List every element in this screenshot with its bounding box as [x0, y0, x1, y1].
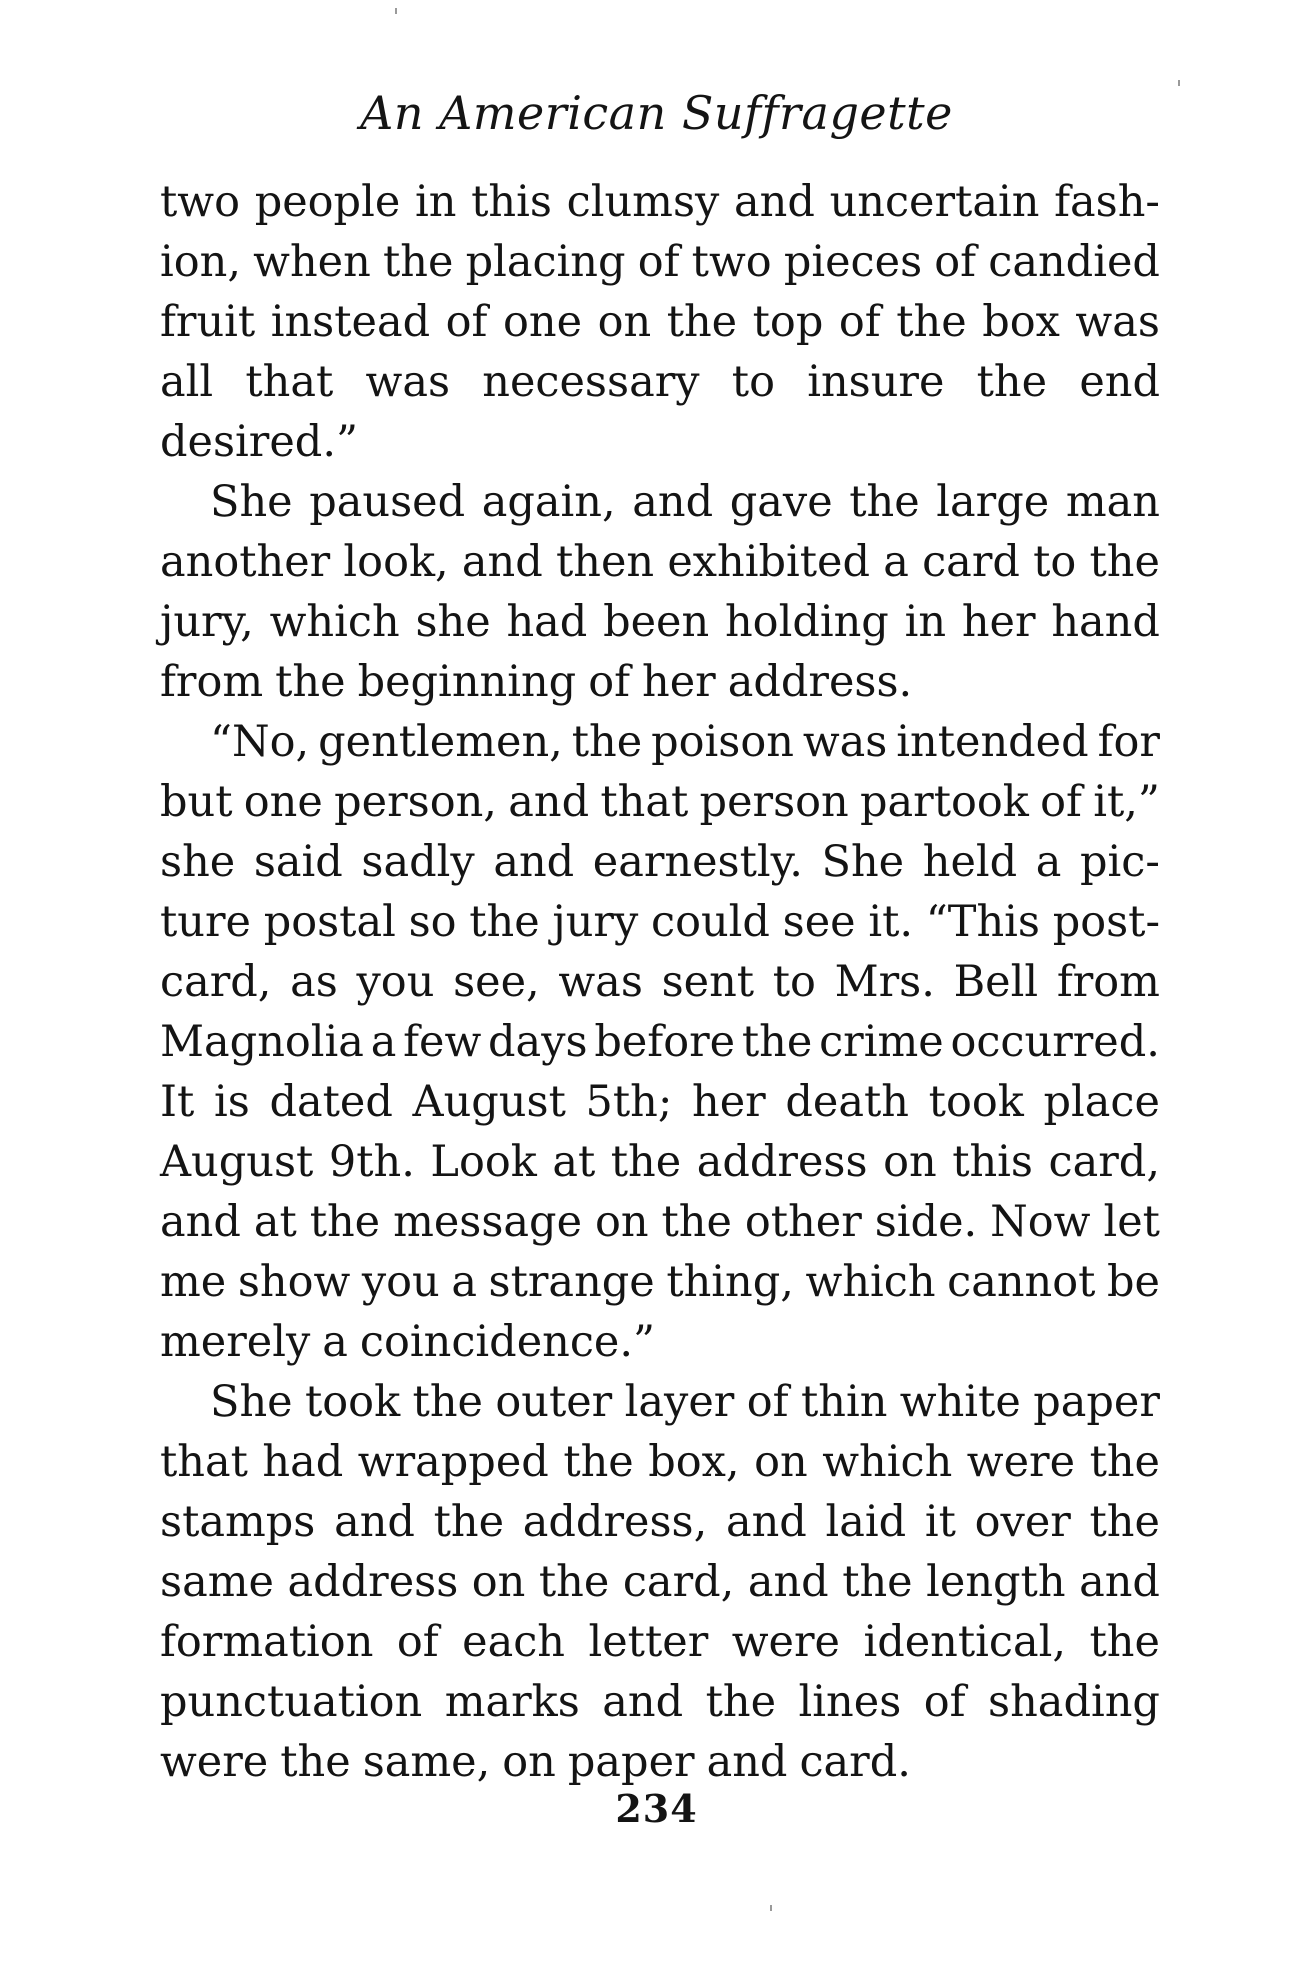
word: same — [160, 1557, 274, 1607]
text-line — [160, 1492, 1160, 1552]
word: address — [696, 1137, 868, 1187]
text-line — [160, 532, 1160, 592]
text-line — [160, 1312, 1160, 1372]
word: intended — [896, 717, 1089, 767]
word: address, — [522, 1497, 708, 1547]
text-line — [160, 1252, 1160, 1312]
word: thing, — [666, 1257, 794, 1307]
word: on — [597, 297, 652, 347]
word: fruit — [160, 297, 256, 347]
word: the — [1089, 1617, 1160, 1667]
word: was — [558, 957, 643, 1007]
word: of — [838, 297, 881, 347]
word: the — [849, 477, 920, 527]
word: pic- — [1080, 837, 1160, 887]
word: desired.” — [160, 417, 358, 467]
word: box — [982, 297, 1060, 347]
word: sent — [661, 957, 755, 1007]
word: the — [469, 897, 540, 947]
body-text — [160, 172, 1160, 1792]
scan-speck — [395, 8, 397, 14]
word: of — [637, 237, 680, 287]
word: 9th. — [328, 1137, 415, 1187]
word: stamps — [160, 1497, 316, 1547]
word: which — [822, 1437, 953, 1487]
word: the — [563, 1437, 634, 1487]
word: on — [471, 1557, 526, 1607]
word: you — [361, 1257, 440, 1307]
word: as — [290, 957, 338, 1007]
word: it — [924, 1497, 956, 1547]
word: strange — [488, 1257, 655, 1307]
word: outer — [495, 1377, 613, 1427]
word: layer — [624, 1377, 735, 1427]
word: a — [451, 1257, 477, 1307]
word: that — [245, 357, 334, 407]
word: before — [594, 1017, 736, 1067]
word: candied — [988, 237, 1160, 287]
word: had — [262, 1437, 344, 1487]
word: on — [883, 1137, 937, 1187]
word: laid — [825, 1497, 907, 1547]
word: another — [160, 537, 331, 587]
word: each — [462, 1617, 566, 1667]
word: Look — [430, 1137, 537, 1187]
word: paused — [309, 477, 466, 527]
word: Magnolia — [160, 1017, 364, 1067]
word: gave — [729, 477, 833, 527]
word: dated — [269, 1077, 393, 1127]
word: crime — [819, 1017, 944, 1067]
word: paper — [1033, 1377, 1160, 1427]
word: other — [744, 1197, 862, 1247]
word: me — [160, 1257, 227, 1307]
text-line — [160, 1732, 1160, 1792]
word: this — [952, 1137, 1033, 1187]
word: Bell — [953, 957, 1039, 1007]
word: necessary — [482, 357, 700, 407]
word: and — [508, 777, 590, 827]
word: side. — [874, 1197, 978, 1247]
word: death — [785, 1077, 909, 1127]
word: from — [1056, 957, 1160, 1007]
text-line — [160, 352, 1160, 412]
word: sadly — [361, 837, 475, 887]
word: let — [1103, 1197, 1160, 1247]
word: August — [160, 1137, 314, 1187]
word: her — [642, 657, 716, 707]
word: when — [253, 237, 371, 287]
word: and — [706, 1737, 788, 1787]
word: same, — [362, 1737, 491, 1787]
word: white — [899, 1377, 1021, 1427]
word: cannot — [947, 1257, 1096, 1307]
word: beginning — [357, 657, 577, 707]
word: the — [275, 657, 346, 707]
word: her — [692, 1077, 766, 1127]
word: on — [594, 1197, 649, 1247]
word: person, — [334, 777, 497, 827]
word: card, — [1048, 1137, 1160, 1187]
word: and — [160, 1197, 241, 1247]
word: of — [396, 1617, 439, 1667]
word: been — [603, 597, 710, 647]
word: one — [503, 297, 583, 347]
word: is — [213, 1077, 250, 1127]
word: holding — [724, 597, 889, 647]
word: her — [961, 597, 1036, 647]
word: clumsy — [566, 177, 720, 227]
word: that — [600, 777, 689, 827]
word: of — [746, 1377, 789, 1427]
text-line — [160, 1072, 1160, 1132]
word: were — [731, 1617, 840, 1667]
word: at — [253, 1197, 297, 1247]
word: the — [741, 1017, 813, 1067]
word: again, — [481, 477, 616, 527]
word: address. — [727, 657, 913, 707]
word: the — [1089, 1437, 1160, 1487]
word: and — [632, 477, 714, 527]
text-line — [160, 1192, 1160, 1252]
word: which — [805, 1257, 936, 1307]
word: 5th; — [585, 1077, 673, 1127]
word: see, — [453, 957, 540, 1007]
word: pieces — [783, 237, 923, 287]
word: the — [610, 1137, 682, 1187]
word: that — [160, 1437, 248, 1487]
word: and — [493, 837, 575, 887]
word: letter — [588, 1617, 709, 1667]
word: in — [904, 597, 947, 647]
word: place — [1043, 1077, 1160, 1127]
word: fash- — [1054, 177, 1160, 227]
word: the — [1089, 537, 1160, 587]
page-number: 234 — [615, 1786, 698, 1831]
word: lines — [798, 1677, 902, 1727]
word: see — [782, 897, 856, 947]
word: punctuation — [160, 1677, 423, 1727]
word: man — [1065, 477, 1160, 527]
word: length — [926, 1557, 1066, 1607]
word: two — [691, 237, 772, 287]
word: and — [725, 1497, 807, 1547]
word: the — [571, 717, 643, 767]
word: at — [552, 1137, 596, 1187]
word: identical, — [863, 1617, 1067, 1667]
word: top — [752, 297, 824, 347]
word: She — [210, 1377, 293, 1427]
word: the — [976, 357, 1048, 407]
word: it,” — [1093, 777, 1160, 827]
word: said — [253, 837, 343, 887]
word: from — [160, 657, 264, 707]
text-line — [160, 832, 1160, 892]
word: instead — [270, 297, 431, 347]
text-line — [160, 1672, 1160, 1732]
word: the — [896, 297, 967, 347]
word: coincidence.” — [359, 1317, 656, 1367]
word: “This — [925, 897, 1040, 947]
word: a — [370, 1017, 397, 1067]
word: held — [922, 837, 1018, 887]
word: marks — [444, 1677, 580, 1727]
word: paper — [567, 1737, 695, 1787]
word: shading — [988, 1677, 1160, 1727]
word: partook — [860, 777, 1029, 827]
scan-speck — [1178, 80, 1180, 86]
word: She — [210, 477, 293, 527]
running-head: An American Suffragette — [360, 86, 953, 140]
word: and — [734, 177, 815, 227]
text-line — [160, 472, 1160, 532]
text-line — [160, 232, 1160, 292]
word: all — [160, 357, 214, 407]
word: “No, — [210, 717, 310, 767]
word: which — [269, 597, 400, 647]
word: end — [1079, 357, 1160, 407]
word: few — [403, 1017, 482, 1067]
word: two — [160, 177, 240, 227]
word: were — [160, 1737, 269, 1787]
word: took — [928, 1077, 1024, 1127]
word: be — [1107, 1257, 1160, 1307]
word: to — [731, 357, 775, 407]
word: placing — [465, 237, 626, 287]
word: this — [471, 177, 552, 227]
word: show — [237, 1257, 351, 1307]
word: the — [666, 297, 738, 347]
word: card, — [622, 1557, 735, 1607]
word: hand — [1051, 597, 1160, 647]
word: was — [802, 717, 888, 767]
word: of — [923, 1677, 966, 1727]
word: address — [287, 1557, 459, 1607]
word: insure — [807, 357, 945, 407]
text-line — [160, 1372, 1160, 1432]
word: a — [322, 1317, 348, 1367]
word: the — [538, 1557, 610, 1607]
word: card. — [799, 1737, 911, 1787]
word: She — [821, 837, 905, 887]
word: poison — [651, 717, 794, 767]
word: ion, — [160, 237, 242, 287]
word: the — [433, 1497, 505, 1547]
word: postal — [263, 897, 396, 947]
word: the — [280, 1737, 351, 1787]
word: occurred. — [950, 1017, 1160, 1067]
word: uncertain — [829, 177, 1040, 227]
text-line — [160, 1612, 1160, 1672]
word: and — [1079, 1557, 1160, 1607]
text-line — [160, 1552, 1160, 1612]
word: on — [754, 1437, 808, 1487]
word: the — [412, 1377, 483, 1427]
word: was — [1075, 297, 1160, 347]
word: message — [393, 1197, 583, 1247]
word: of — [1040, 777, 1082, 827]
word: ture — [160, 897, 251, 947]
word: had — [506, 597, 588, 647]
word: then — [555, 537, 655, 587]
word: look, — [343, 537, 449, 587]
text-line — [160, 592, 1160, 652]
word: the — [661, 1197, 732, 1247]
word: took — [305, 1377, 401, 1427]
word: and — [747, 1557, 829, 1607]
word: to — [1033, 537, 1077, 587]
word: box, — [648, 1437, 740, 1487]
word: for — [1097, 717, 1160, 767]
word: Mrs. — [834, 957, 935, 1007]
text-line — [160, 172, 1160, 232]
word: the — [1089, 1497, 1160, 1547]
word: people — [254, 177, 401, 227]
word: jury — [552, 897, 639, 947]
text-line — [160, 712, 1160, 772]
word: card, — [160, 957, 272, 1007]
word: formation — [160, 1617, 374, 1667]
word: over — [974, 1497, 1071, 1547]
word: of — [934, 237, 977, 287]
word: she — [160, 837, 236, 887]
word: was — [365, 357, 451, 407]
word: one — [243, 777, 323, 827]
word: were — [966, 1437, 1076, 1487]
word: of — [588, 657, 630, 707]
word: large — [936, 477, 1050, 527]
word: person — [699, 777, 849, 827]
word: exhibited — [667, 537, 871, 587]
text-line — [160, 952, 1160, 1012]
word: the — [382, 237, 454, 287]
word: August — [412, 1077, 566, 1127]
text-line — [160, 1132, 1160, 1192]
text-line — [160, 652, 1160, 712]
word: a — [1035, 837, 1062, 887]
text-line — [160, 412, 1160, 472]
text-line — [160, 772, 1160, 832]
word: the — [842, 1557, 913, 1607]
word: so — [408, 897, 457, 947]
word: in — [414, 177, 457, 227]
word: post- — [1052, 897, 1160, 947]
word: you — [356, 957, 435, 1007]
word: the — [705, 1677, 777, 1727]
text-line — [160, 892, 1160, 952]
word: on — [502, 1737, 556, 1787]
scan-speck — [770, 1905, 772, 1911]
text-line — [160, 1432, 1160, 1492]
word: jury, — [160, 597, 254, 647]
word: wrapped — [357, 1437, 549, 1487]
word: merely — [160, 1317, 311, 1367]
word: Now — [990, 1197, 1091, 1247]
word: earnestly. — [592, 837, 803, 887]
text-line — [160, 1012, 1160, 1072]
word: It — [160, 1077, 195, 1127]
text-line — [160, 292, 1160, 352]
word: days — [488, 1017, 588, 1067]
word: and — [602, 1677, 684, 1727]
word: card — [922, 537, 1020, 587]
word: it. — [868, 897, 914, 947]
word: and — [461, 537, 543, 587]
word: gentlemen, — [318, 717, 563, 767]
word: could — [651, 897, 770, 947]
word: and — [334, 1497, 415, 1547]
word: of — [445, 297, 488, 347]
word: the — [309, 1197, 381, 1247]
word: she — [415, 597, 491, 647]
word: a — [883, 537, 909, 587]
word: to — [772, 957, 816, 1007]
word: but — [160, 777, 233, 827]
word: thin — [800, 1377, 888, 1427]
